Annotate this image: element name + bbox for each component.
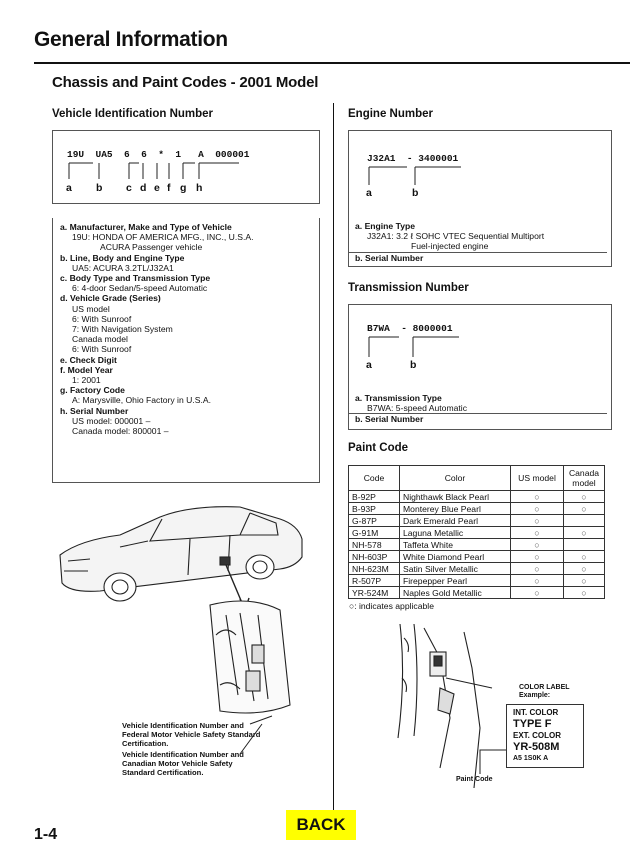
engine-heading: Engine Number [348, 108, 433, 120]
table-row: YR-524M Naples Gold Metallic ○ ○ [349, 587, 605, 599]
table-row: B-93P Monterey Blue Pearl ○ ○ [349, 503, 605, 515]
transmission-box [348, 304, 612, 430]
section-title: Chassis and Paint Codes - 2001 Model [52, 74, 319, 91]
vin-item-g: g. Factory Code [60, 385, 125, 396]
vin-caption-canadian: Vehicle Identification Number and Canadian Motor Vehicle Safety Standard Certification. [122, 750, 244, 777]
vin-item-e: e. Check Digit [60, 354, 117, 365]
vin-code-box [52, 130, 320, 204]
vin-item-d: d. Vehicle Grade (Series) [60, 293, 161, 304]
title-rule [34, 62, 630, 64]
ext-color-title: EXT. COLOR [513, 731, 562, 740]
vin-letter-e: e [154, 182, 160, 194]
engine-box [348, 130, 612, 267]
table-row: NH-623M Satin Silver Metallic ○ ○ [349, 563, 605, 575]
paint-heading: Paint Code [348, 442, 409, 454]
vin-item-b: b. Line, Body and Engine Type [60, 252, 185, 263]
transmission-description: a. Transmission Type B7WA: 5-speed Automatic b. Serial Number [355, 393, 607, 425]
col-code: Code [349, 466, 400, 491]
table-row: B-92P Nighthawk Black Pearl ○ ○ [349, 491, 605, 503]
col-canada-model: Canada model [564, 466, 605, 491]
transmission-type-line: B7WA: 5-speed Automatic [367, 403, 467, 414]
transmission-leader-lines [349, 305, 611, 377]
vin-description-list [60, 222, 322, 436]
paint-code-pointer [440, 740, 520, 780]
page-number: 1-4 [34, 826, 58, 843]
engine-leader-lines [349, 131, 611, 203]
engine-type-line: J32A1: 3.2 ℓ SOHC VTEC Sequential Multiport [367, 231, 545, 242]
caption-leader-lines [200, 690, 290, 770]
vin-letter-a: a [66, 182, 72, 194]
vin-item-d-line: 7: With Navigation System [72, 324, 173, 335]
engine-code: J32A1 - 3400001 [367, 153, 459, 164]
ext-color-value: YR-508M [513, 741, 560, 753]
color-label-example: Example: [519, 692, 551, 699]
paint-legend: ○: indicates applicable [349, 601, 434, 611]
transmission-code: B7WA - 8000001 [367, 323, 453, 334]
table-row: G-91M Laguna Metallic ○ ○ [349, 527, 605, 539]
vin-letter-g: g [180, 182, 187, 194]
color-label-callout [519, 684, 570, 700]
vin-item-a-line: 19U: HONDA OF AMERICA MFG., INC., U.S.A. [72, 232, 254, 243]
vin-code: 19U UA5 6 6 * 1 A 000001 [67, 149, 250, 160]
vin-item-b-line: UA5: ACURA 3.2TL/J32A1 [72, 262, 174, 273]
vin-item-h: h. Serial Number [60, 405, 129, 416]
vin-item-h-line: US model: 000001 – [72, 415, 151, 426]
vin-letter-h: h [196, 182, 203, 194]
column-divider [333, 103, 334, 833]
vin-item-c: c. Body Type and Transmission Type [60, 273, 211, 284]
transmission-type-title: Transmission Type [364, 393, 442, 403]
color-label-title: COLOR LABEL [519, 684, 570, 691]
table-row: NH-578 Taffeta White ○ [349, 539, 605, 551]
transmission-letter-a: a [366, 359, 372, 371]
paint-table-container [348, 465, 605, 599]
int-color-title: INT. COLOR [513, 708, 559, 717]
col-us-model: US model [511, 466, 564, 491]
vin-item-d-line: 6: With Sunroof [72, 313, 132, 324]
paint-code-caption: Paint Code [456, 776, 493, 783]
table-row: R-507P Firepepper Pearl ○ ○ [349, 575, 605, 587]
engine-type-line: Fuel-injected engine [411, 241, 489, 252]
vin-heading: Vehicle Identification Number [52, 108, 214, 120]
engine-letter-a: a [366, 187, 372, 199]
engine-type-title: Engine Type [364, 221, 416, 231]
paint-table-header [349, 466, 605, 491]
vin-item-f: f. Model Year [60, 364, 113, 375]
vin-item-h-line: Canada model: 800001 – [72, 426, 169, 437]
engine-serial-title: Serial Number [365, 252, 424, 263]
vin-letter-f: f [167, 182, 171, 194]
label-small-code: A5 1S0K A [513, 755, 549, 762]
vin-letter-b: b [96, 182, 103, 194]
table-row: G-87P Dark Emerald Pearl ○ [349, 515, 605, 527]
vin-item-d-line: Canada model [72, 334, 128, 345]
vin-caption-federal: Vehicle Identification Number and Federal Motor Vehicle Safety Standard Certification. [122, 721, 261, 748]
vin-item-f-line: 1: 2001 [72, 375, 101, 386]
paint-code-table [348, 465, 605, 599]
engine-description: a. Engine Type J32A1: 3.2 ℓ SOHC VTEC Sequential Multiport Fuel-injected engine b. Serial Number [355, 221, 607, 263]
int-color-value: TYPE F [513, 718, 552, 730]
transmission-serial-title: Serial Number [365, 414, 424, 425]
table-row: NH-603P White Diamond Pearl ○ ○ [349, 551, 605, 563]
page-title: General Information [34, 28, 228, 51]
transmission-letter-b: b [410, 359, 417, 371]
transmission-heading: Transmission Number [348, 282, 469, 294]
vin-letter-c: c [126, 182, 132, 194]
back-button[interactable]: BACK [286, 810, 356, 840]
engine-letter-b: b [412, 187, 419, 199]
vin-item-a: a. Manufacturer, Make and Type of Vehicle [60, 222, 232, 232]
vin-item-g-line: A: Marysville, Ohio Factory in U.S.A. [72, 395, 211, 406]
vin-item-a-line: ACURA Passenger vehicle [100, 242, 203, 253]
vin-item-d-line: US model [72, 303, 110, 314]
vin-item-c-line: 6: 4-door Sedan/5-speed Automatic [72, 283, 208, 294]
col-color: Color [400, 466, 511, 491]
vin-item-d-line: 6: With Sunroof [72, 344, 132, 355]
vin-letter-d: d [140, 182, 147, 194]
